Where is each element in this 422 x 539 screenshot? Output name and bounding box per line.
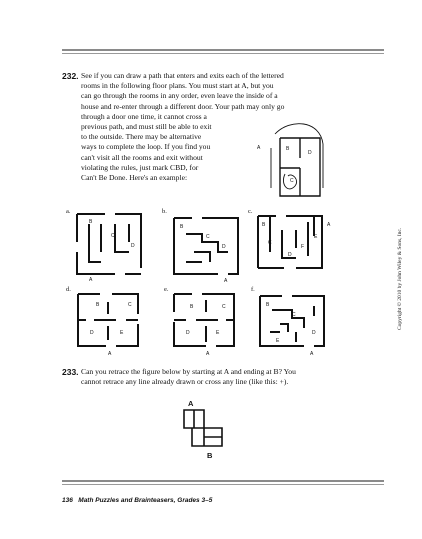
floorplan-c-room-c: C	[268, 240, 272, 246]
floorplan-f-label: f.	[251, 286, 255, 293]
floorplan-c-room-f: F	[301, 244, 305, 250]
floorplan-e-room-a: A	[206, 351, 210, 357]
retrace-start-label: A	[188, 399, 194, 408]
floorplan-c-room-e: E	[314, 234, 318, 240]
floorplan-f-room-c: C	[292, 312, 296, 318]
retrace-figure	[178, 396, 238, 466]
floorplan-d-room-e: E	[120, 330, 124, 336]
problem-232-number: 232.	[62, 71, 79, 81]
bottom-rule-thin	[62, 484, 384, 485]
floorplan-b-room-d: D	[222, 244, 226, 250]
floorplan-c-label: c.	[248, 208, 253, 215]
floorplan-b-room-c: C	[206, 234, 210, 240]
floorplan-b	[172, 212, 244, 282]
floorplan-a-room-a: A	[89, 277, 93, 283]
example-room-a: A	[257, 145, 261, 151]
floorplan-f-room-e: E	[276, 338, 280, 344]
copyright-text: Copyright © 2010 by John Wiley & Sons, Inc.	[397, 227, 403, 330]
floorplan-f-room-b: B	[266, 302, 270, 308]
retrace-end-label: B	[207, 451, 213, 460]
floorplan-b-room-b: B	[180, 224, 184, 230]
floorplan-a-room-c: C	[111, 233, 115, 239]
floorplan-e-room-b: B	[190, 304, 194, 310]
floorplan-c-room-d: D	[288, 252, 292, 258]
example-room-b: B	[286, 146, 290, 152]
floorplan-a-room-b: B	[89, 219, 93, 225]
floorplan-e-room-e: E	[216, 330, 220, 336]
floorplan-c-room-b: B	[262, 222, 266, 228]
floorplan-c-room-a: A	[327, 222, 331, 228]
floorplan-d-label: d.	[66, 286, 71, 293]
problem-233	[62, 367, 79, 378]
floorplan-e-label: e.	[164, 286, 169, 293]
floorplan-f-room-a: A	[310, 351, 314, 357]
problem-233-number: 233.	[62, 367, 79, 377]
floorplan-a	[75, 212, 145, 282]
example-floorplan	[250, 124, 340, 204]
floorplan-d	[76, 292, 148, 358]
floorplan-f	[258, 292, 330, 358]
floorplan-b-room-a: A	[224, 278, 228, 284]
top-rule	[62, 49, 384, 51]
example-room-c: C	[290, 178, 294, 184]
floorplan-c	[256, 212, 336, 282]
floorplan-b-label: b.	[162, 208, 167, 215]
problem-232-text: See if you can draw a path that enters and exits each of the lettered rooms in the following floor plans. You must start at A, but you can go through the rooms in any order, even leave the inside of a house and re-enter through a different door. Your path may only go through a door one time, it cannot cross a previous path, and must still be able to exit to the outside. There may be alternative ways to complete the loop. If you find you can't visit all the rooms and exit without violating the rules, just mark CBD, for Can't Be Done. Here's an example:	[81, 71, 285, 183]
problem-233-text: Can you retrace the figure below by starting at A and ending at B? You cannot retrace any line already drawn or cross any line (like this: +).	[81, 367, 296, 387]
floorplan-a-room-d: D	[131, 243, 135, 249]
floorplan-d-room-c: C	[128, 302, 132, 308]
page-footer	[62, 497, 212, 504]
floorplan-d-room-b: B	[96, 302, 100, 308]
floorplan-e-room-d: D	[186, 330, 190, 336]
example-room-d: D	[308, 150, 312, 156]
floorplan-e-room-c: C	[222, 304, 226, 310]
floorplan-d-room-d: D	[90, 330, 94, 336]
floorplan-e	[172, 292, 244, 358]
book-title: Math Puzzles and Brainteasers, Grades 3–5	[78, 497, 213, 504]
top-rule-thin	[62, 53, 384, 54]
bottom-rule	[62, 480, 384, 482]
page-number: 136	[62, 497, 73, 504]
floorplan-d-room-a: A	[108, 351, 112, 357]
floorplan-f-room-d: D	[312, 330, 316, 336]
floorplan-a-label: a.	[66, 208, 71, 215]
